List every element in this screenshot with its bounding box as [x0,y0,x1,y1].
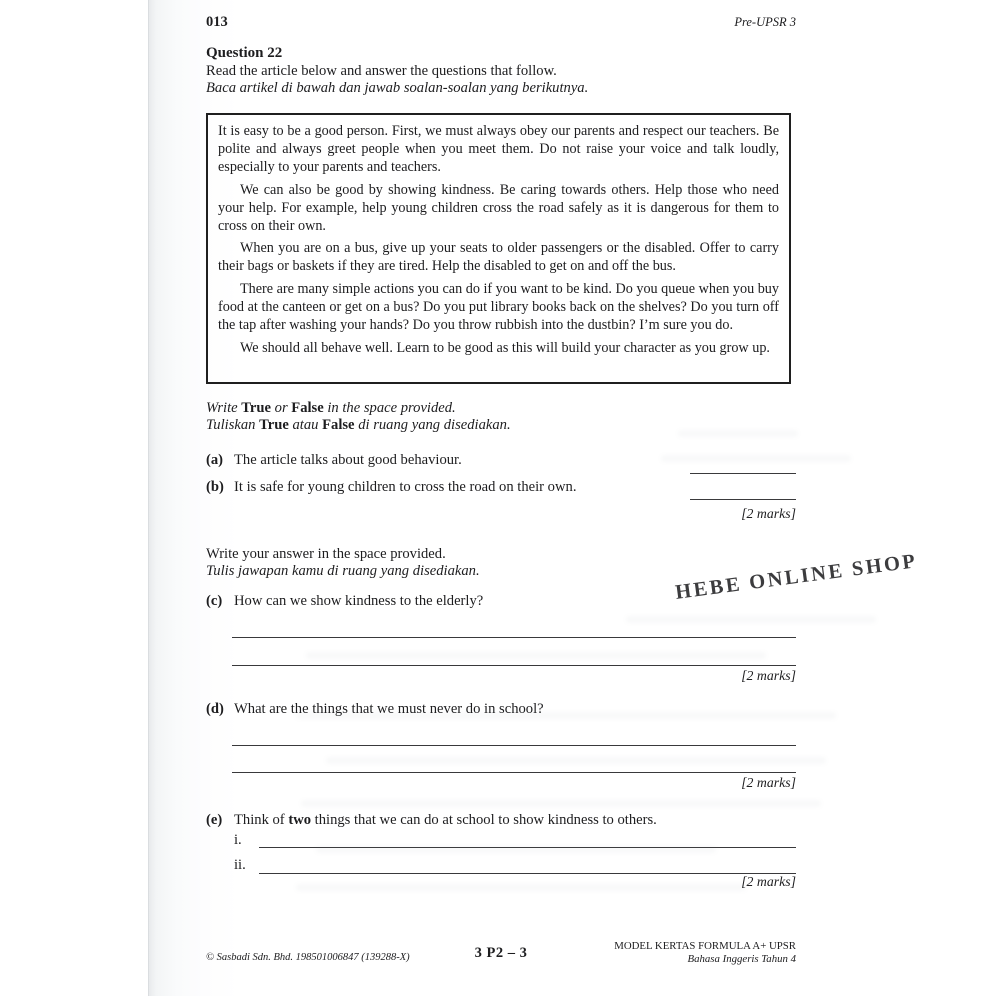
subitem-i-label: i. [234,832,242,848]
scanned-page-sheet [148,0,996,996]
watermark-shop-stamp: HEBE ONLINE SHOP [674,550,919,604]
marks-label-c: [2 marks] [741,668,796,683]
answer-line-c2 [232,664,796,666]
bleed-through-smudge [326,757,826,764]
article-paragraph: When you are on a bus, give up your seats to older passengers or the disabled. Offer to carry their bags or baskets if they are tired. Help the disabled to get on and off the bus. [218,240,779,275]
marks-label-d: [2 marks] [741,775,796,790]
question-a-label: (a) [206,452,224,468]
marks-label-e: [2 marks] [741,874,796,889]
footer-copyright: © Sasbadi Sdn. Bhd. 198501006847 (139288-X) [206,952,410,963]
bleed-through-smudge [296,884,746,891]
question-e-row [206,812,796,829]
answer-line-c1 [232,636,796,638]
question-d-label: (d) [206,701,224,717]
article-paragraph: We should all behave well. Learn to be good as this will build your character as you grow up. [240,339,770,356]
answer-blank-a [690,472,796,474]
tf-instruction-en: Write True or False in the space provided. [206,400,456,416]
footer-series-title: MODEL KERTAS FORMULA A+ UPSR [614,940,796,952]
question-a-text: The article talks about good behaviour. [234,452,462,468]
page-number: 013 [206,14,228,30]
question-d-text: What are the things that we must never do in school? [234,701,544,717]
article-paragraph: It is easy to be a good person. First, we must always obey our parents and respect our teachers. Be polite and always greet people when you meet them. Do not raise your voice and talk loudly, especially to your parents and teachers. [218,123,779,175]
subitem-ii-label: ii. [234,857,246,873]
page-header [206,14,796,31]
article-paragraph: There are many simple actions you can do if you want to be kind. Do you queue when you buy food at the canteen or get on a bus? Do you put library books back on the shelves? Do you turn off the tap after washing your hands? Do you throw rubbish into the dustbin? I’m sure you do. [218,281,779,334]
bleed-through-smudge [296,712,836,719]
bleed-through-smudge [678,430,798,437]
tf-instruction-ms: Tuliskan True atau False di ruang yang disediakan. [206,417,511,433]
question-e-label: (e) [206,812,223,828]
question-e-text: Think of two things that we can do at school to show kindness to others. [234,812,657,828]
footer-series-block [614,940,796,966]
question-c-label: (c) [206,593,223,609]
answer-line-d1 [232,744,796,746]
question-title: Question 22 [206,45,283,61]
question-instruction-ms: Baca artikel di bawah dan jawab soalan-soalan yang berikutnya. [206,80,589,96]
written-instruction-ms: Tulis jawapan kamu di ruang yang disediakan. [206,563,480,579]
marks-label-tf: [2 marks] [741,506,796,521]
question-b-label: (b) [206,479,224,495]
article-box [206,113,791,384]
written-instruction-en: Write your answer in the space provided. [206,546,446,562]
edition-label: Pre-UPSR 3 [734,15,796,29]
bleed-through-smudge [301,800,821,807]
question-c-text: How can we show kindness to the elderly? [234,593,484,609]
bleed-through-smudge [626,616,876,623]
bleed-through-smudge [316,846,716,853]
question-instruction-en: Read the article below and answer the questions that follow. [206,63,557,79]
footer-series-subtitle: Bahasa Inggeris Tahun 4 [687,953,796,965]
page-content [206,0,919,996]
answer-blank-b [690,498,796,500]
article-paragraph: We can also be good by showing kindness. Be caring towards others. Help those who need your help. For example, help young children cross the road safely as it is dangerous for them to cross on their own. [218,181,779,234]
question-b-row [206,479,796,496]
answer-line-d2 [232,771,796,773]
question-b-text: It is safe for young children to cross the road on their own. [234,479,577,495]
footer-page-code: 3 P2 – 3 [474,945,528,961]
bleed-through-smudge [306,652,766,659]
bleed-through-smudge [661,455,851,462]
